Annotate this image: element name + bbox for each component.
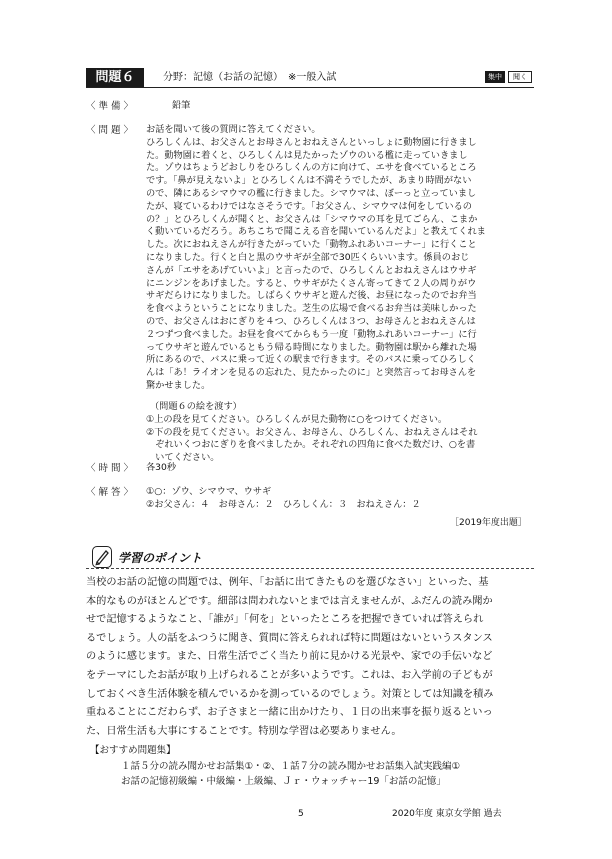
question-line: ぞれいくつおにぎりを食べましたか。それぞれの四角に食べた数だけ、○を書 (146, 439, 476, 451)
problem-body (146, 124, 486, 393)
question-line: ②下の段を見てください。お父さん、お母さん、ひろしくん、おねえさんはそれ (146, 426, 478, 438)
point-line: 重ねることにこだわらず、お子さまと一緒に出かけたり、１日の出来事を振り返るといっ (86, 707, 493, 719)
time-label: 〈 時 間 〉 (86, 463, 134, 474)
point-line: た、日常生活も大事にすることです。特別な学習は必要ありません。 (86, 725, 402, 737)
problem-line: く動いているだろう。あちこちで聞こえる音を聞いているんだよ」と教えてくれま (146, 226, 486, 238)
year-note: ［2019年度出題］ (450, 518, 527, 528)
footer-note: 2020年度 東京女学館 過去 (392, 809, 502, 819)
question-line: ①上の段を見てください。ひろしくんが見た動物に○をつけてください。 (146, 413, 448, 425)
prep-label: 〈 準 備 〉 (86, 101, 134, 112)
point-line: 本的なものがほとんどです。細部は問われないとまでは言えませんが、ふだんの読み聞か (86, 595, 493, 607)
problem-line: になりました。行くと白と黒のウサギが全部で30匹くらいいます。係員のおじ (146, 251, 470, 263)
point-line: をテーマにしたお話が取り上げられることが多いようです。これは、お入学前の子どもが (86, 669, 493, 681)
answer-block (146, 486, 421, 512)
answer-line: ②お父さん：４ お母さん：２ ひろしくん：３ おねえさん：２ (146, 498, 421, 510)
point-line: るでしょう。人の話をふつうに聞き、質問に答えられれば特に問題はないというスタンス (86, 632, 493, 644)
problem-line: ってウサギと遊んでいるともう帰る時間になりました。動物園は駅から離れた場 (146, 341, 477, 353)
problem-line: ので、隣にあるシマウマの檻に行きました。シマウマは、ぼーっと立っていまし (146, 187, 477, 199)
time-text: 各30秒 (146, 462, 177, 473)
pencil-icon (92, 546, 112, 568)
question-line: いてください。 (146, 452, 220, 464)
problem-line: ２つずつ食べました。お昼を食べてからもう一度「動物ふれあいコーナー」に行 (146, 328, 477, 340)
tag-listening: 聞く (508, 71, 532, 83)
problem-line: お話を聞いて後の質問に答えてください。 (146, 124, 321, 135)
problem-line: 所にあるので、バスに乗って近くの駅まで行きます。そのバスに乗ってひろしく (146, 354, 476, 366)
problem-label: 〈 問 題 〉 (86, 125, 134, 136)
problem-line: サギだらけになりました。しばらくウサギと遊んだ後、お昼になったのでお弁当 (146, 290, 477, 302)
problem-line: の？」とひろしくんが聞くと、お父さんは「シマウマの耳を見てごらん、こまか (146, 213, 478, 225)
prep-text: 鉛筆 (172, 100, 191, 111)
problem-line: た。動物園に着くと、ひろしくんは見たかったゾウのいる檻に走っていきまし (146, 149, 468, 161)
point-line: のように感じます。また、日常生活でごく当たり前に見かける光景や、家での手伝いなど (86, 651, 493, 663)
problem-line: んは「あ！ライオンを見るの忘れた、見たかったのに」と突然言ってお母さんを (146, 367, 477, 379)
problem-line: です。「鼻が見えないよ」とひろしくんは不満そうでしたが、あまり時間がない (146, 175, 472, 187)
answer-line: ①○：ゾウ、シマウマ、ウサギ (146, 486, 272, 497)
recommend-heading: 【おすすめ問題集】 (90, 745, 176, 756)
problem-line: を食べようということになりました。芝生の広場で食べるお弁当は美味しかった (146, 303, 477, 315)
point-divider (86, 568, 534, 569)
point-body (86, 574, 536, 741)
recommend-line: お話の記憶初級編・中級編・上級編、Ｊｒ・ウォッチャー19「お話の記憶」 (121, 776, 446, 787)
recommend-line: １話５分の読み聞かせお話集①・②、１話７分の読み聞かせお話集入試実践編① (121, 761, 461, 772)
question-block (146, 401, 477, 465)
problem-line: にニンジンをあげました。すると、ウサギがたくさん寄ってきて２人の周りがウ (146, 277, 477, 289)
answer-label: 〈 解 答 〉 (86, 487, 134, 498)
problem-line: さんが「エサをあげていいよ」と言ったので、ひろしくんとおねえさんはウサギ (146, 264, 477, 276)
problem-line: した。次におねえさんが行きたがっていた「動物ふれあいコーナー」に行くこと (146, 239, 477, 251)
point-line: 当校のお話の記憶の問題では、例年、「お話に出てきたものを選びなさい」といった、基 (86, 577, 489, 588)
point-line: しておくべき生活体験を積んでいるかを測っているのでしょう。対策としては知識を積み (86, 688, 494, 700)
problem-line: た。ゾウはちょうどおしりをひろしくんの方に向けて、エサを食べているところ (146, 162, 477, 174)
point-line: せで記憶するようなこと、「誰が」「何を」といったところを把握できていれば答えられ (86, 614, 484, 626)
problem-number-label: 問題６ (86, 68, 144, 87)
problem-line: たが、寝ているわけではなさそうです。「お父さん、シマウマは何をしているの (146, 200, 472, 212)
question-line: （問題６の絵を渡す） (150, 401, 242, 412)
point-title: 学習のポイント (118, 551, 203, 565)
problem-line: ので、お父さんはおにぎりを４つ、ひろしくんは３つ、お母さんとおねえさんは (146, 315, 476, 327)
tag-concentration: 集中 (485, 71, 505, 83)
page-number: 5 (298, 809, 304, 819)
problem-line: 驚かせました。 (146, 379, 211, 391)
problem-subtitle: 分野：記憶（お話の記憶） ※一般入試 (163, 72, 337, 83)
problem-line: ひろしくんは、お父さんとお母さんとおねえさんといっしょに動物園に行きまし (146, 136, 477, 148)
